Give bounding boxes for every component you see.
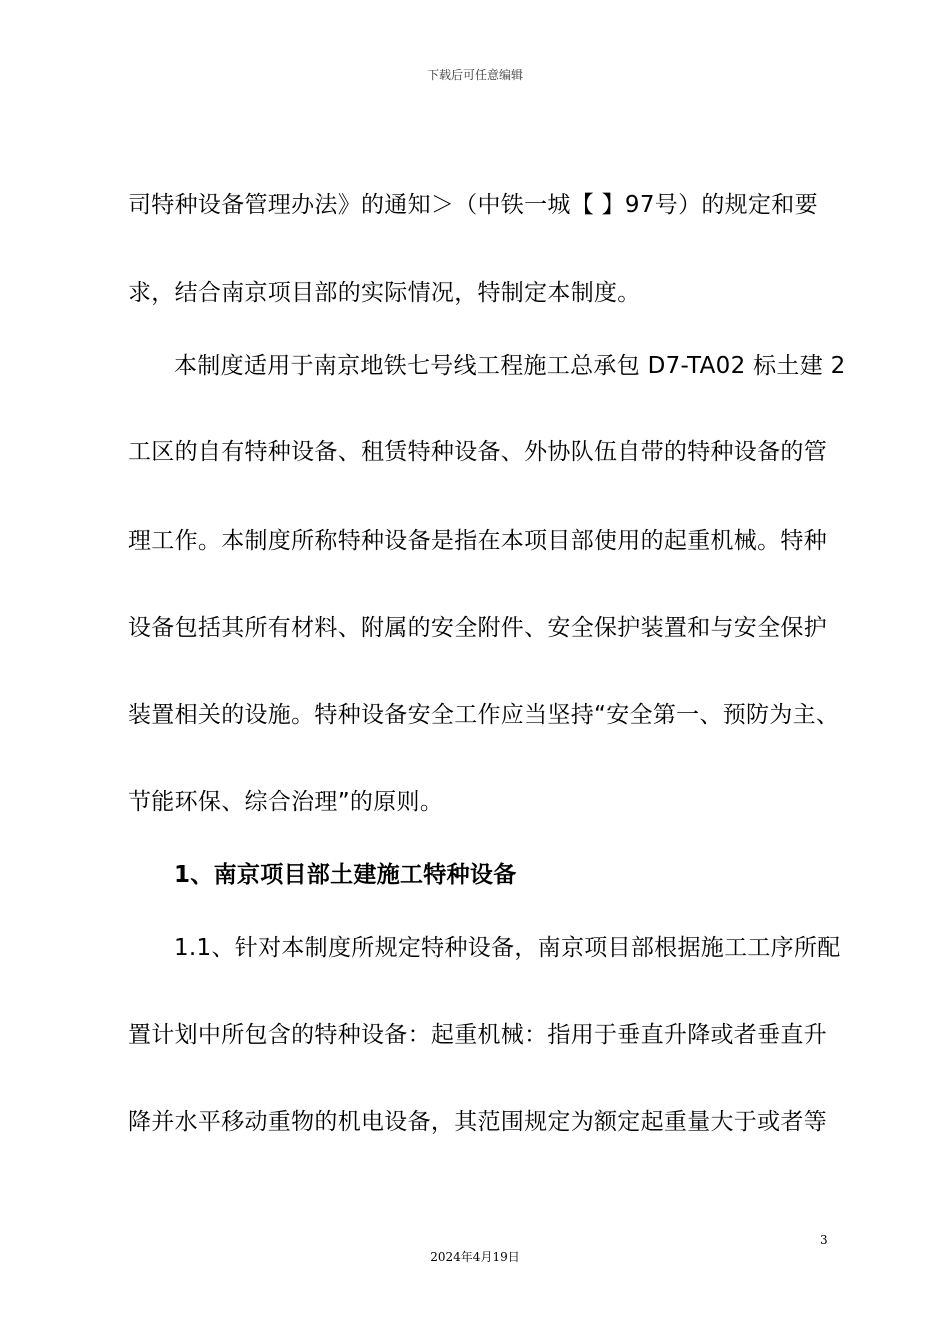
page-number: 3 — [820, 1233, 828, 1247]
page-header: 下载后可任意编辑 — [426, 68, 523, 82]
body-line-2: 求，结合南京项目部的实际情况，特制定本制度。 — [128, 280, 641, 306]
body-line-6: 设备包括其所有材料、附属的安全附件、安全保护装置和与安全保护 — [128, 615, 827, 641]
body-line-11: 置计划中所包含的特种设备：起重机械：指用于垂直升降或者垂直升 — [128, 1022, 827, 1048]
body-line-5: 理工作。本制度所称特种设备是指在本项目部使用的起重机械。特种 — [128, 528, 827, 554]
body-line-8: 节能环保、综合治理”的原则。 — [128, 789, 444, 815]
section-heading: 1、南京项目部土建施工特种设备 — [174, 862, 517, 888]
body-line-10: 1.1、针对本制度所规定特种设备，南京项目部根据施工工序所配 — [174, 935, 841, 961]
body-line-7: 装置相关的设施。特种设备安全工作应当坚持“安全第一、预防为主、 — [128, 702, 840, 728]
body-line-1: 司特种设备管理办法》的通知＞（中铁一城【 】97号）的规定和要 — [128, 192, 818, 218]
body-line-12: 降并水平移动重物的机电设备，其范围规定为额定起重量大于或者等 — [128, 1109, 827, 1135]
body-line-3: 本制度适用于南京地铁七号线工程施工总承包 D7-TA02 标土建 2 — [174, 353, 846, 379]
footer-date: 2024年4月19日 — [430, 1250, 520, 1264]
body-line-4: 工区的自有特种设备、租赁特种设备、外协队伍自带的特种设备的管 — [128, 439, 827, 465]
